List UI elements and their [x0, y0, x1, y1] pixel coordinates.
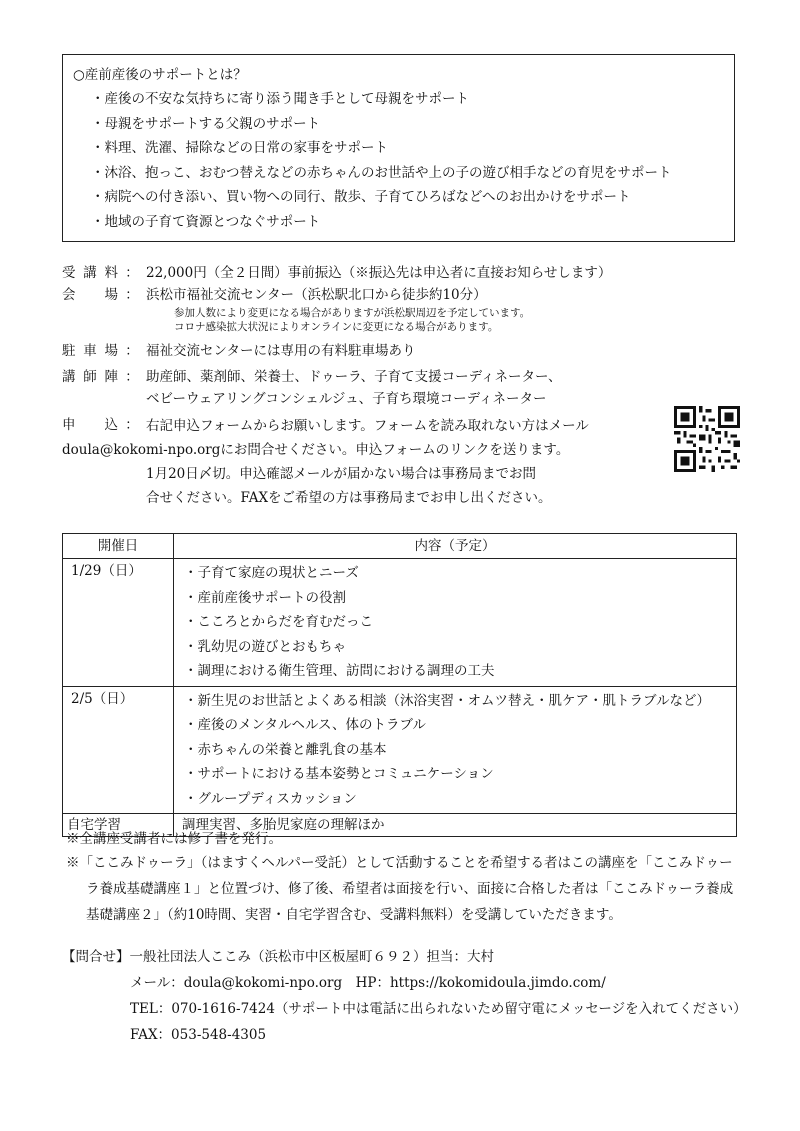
- qr-code-icon[interactable]: [674, 406, 740, 472]
- schedule-table: [62, 533, 737, 837]
- apply-line-1: 右記申込フォームからお願いします。フォームを読み取れない方はメール: [146, 418, 589, 434]
- apply-row-4: [62, 486, 752, 510]
- contact-email[interactable]: メール：doula@kokomi-npo.org HP：https://kokomidoula.jimdo.com/: [130, 975, 606, 991]
- schedule-item: ・グループディスカッション: [184, 790, 357, 807]
- schedule-content: [174, 559, 737, 687]
- support-item: ・地域の子育て資源とつなぐサポート: [91, 213, 321, 230]
- notes: [66, 828, 746, 928]
- apply-block: [62, 414, 752, 510]
- apply-line-3: 1月20日〆切。申込確認メールが届かない場合は事務局までお問: [146, 466, 536, 482]
- contact-tel: TEL：070-1616-7424（サポート中は電話に出られないため留守電にメッセージを入れてください）: [130, 1001, 747, 1017]
- parking-label: 駐車場: [62, 343, 118, 359]
- schedule-header-content: 内容（予定）: [174, 534, 737, 559]
- parking-colon: ：: [125, 343, 139, 359]
- schedule-header-date: 開催日: [63, 534, 174, 559]
- parking-value: 福祉交流センターには専用の有料駐車場あり: [146, 343, 416, 359]
- schedule-item: ・産後のメンタルヘルス、体のトラブル: [184, 717, 426, 733]
- contact-head: 【問合せ】一般社団法人ここみ（浜松市中区板屋町６９２）担当：大村: [62, 949, 494, 965]
- support-item: ・料理、洗濯、掃除などの日常の家事をサポート: [91, 140, 388, 156]
- schedule-date: 2/5（日）: [63, 686, 174, 814]
- schedule-item: ・新生児のお世話とよくある相談（沐浴実習・オムツ替え・肌ケア・肌トラブルなど）: [184, 692, 710, 709]
- fee-label: 受講料: [62, 265, 118, 281]
- support-item: ・病院への付き添い、買い物への同行、散歩、子育てひろばなどへのお出かけをサポート: [91, 189, 631, 205]
- schedule-item: ・産前産後サポートの役割: [184, 589, 346, 606]
- info-section: [62, 262, 752, 510]
- schedule-item: ・乳幼児の遊びとおもちゃ: [184, 638, 346, 655]
- parking-row: [62, 340, 752, 362]
- schedule-header-row: [63, 534, 737, 559]
- apply-row-3: [62, 462, 752, 486]
- venue-colon: ：: [125, 287, 139, 303]
- fee-row: [62, 262, 752, 284]
- contact-section: [62, 944, 752, 1048]
- instructors-row-2: [62, 388, 752, 410]
- venue-row: [62, 284, 752, 306]
- support-box: [62, 54, 735, 242]
- support-item: ・産後の不安な気持ちに寄り添う聞き手として母親をサポート: [91, 91, 469, 107]
- apply-colon: ：: [125, 417, 139, 433]
- instructors-line-2: ベビーウェアリングコンシェルジュ、子育ち環境コーディネーター: [146, 391, 547, 407]
- contact-fax: FAX：053-548-4305: [130, 1027, 267, 1043]
- schedule-item: ・子育て家庭の現状とニーズ: [184, 565, 359, 581]
- schedule-item: ・調理における衛生管理、訪問における調理の工夫: [184, 663, 495, 679]
- instructors-row: [62, 366, 752, 388]
- venue-value: 浜松市福祉交流センター（浜松駅北口から徒歩約10分）: [146, 287, 487, 303]
- note-certificate: ※全講座受講者には修了書を発行。: [66, 831, 282, 847]
- venue-note-2: コロナ感染拡大状況によりオンラインに変更になる場合があります。: [174, 321, 499, 333]
- instructors-line-1: 助産師、薬剤師、栄養士、ドゥーラ、子育て支援コーディネーター、: [146, 369, 562, 385]
- apply-line-2: doula@kokomi-npo.orgにお問合せください。申込フォームのリンクを送ります。: [62, 442, 570, 458]
- support-item: ・沐浴、抱っこ、おむつ替えなどの赤ちゃんのお世話や上の子の遊び相手などの育児をサポート: [91, 164, 672, 181]
- schedule-row: [63, 559, 737, 687]
- venue-label: 会 場: [62, 287, 118, 303]
- apply-row: [62, 414, 752, 438]
- schedule-item: ・赤ちゃんの栄養と離乳食の基本: [184, 741, 387, 758]
- home-study-content: 調理実習、多胎児家庭の理解ほか: [174, 814, 737, 837]
- support-title: ○産前産後のサポートとは？: [73, 67, 247, 83]
- schedule-item: ・こころとからだを育むだっこ: [184, 614, 373, 630]
- fee-value: 22,000円（全２日間）事前振込（※振込先は申込者に直接お知らせします）: [146, 265, 612, 281]
- apply-row-2: [62, 438, 752, 462]
- instructors-label: 講師陣: [62, 369, 118, 385]
- instructors-colon: ：: [125, 369, 139, 385]
- schedule-content: [174, 686, 737, 814]
- note-doula: ※「ここみドゥーラ」（はますくヘルパー受託）として活動することを希望する者はこの講座を「ここみドゥーラ養成基礎講座１」と位置づけ、修了後、希望者は面接を行い、面接に合格した者は「ここみドゥーラ養成基礎講座２」（約10時間、実習・自宅学習含む、受講料無料）を受講していただきます。: [66, 855, 734, 923]
- schedule-row: [63, 686, 737, 814]
- apply-label: 申 込: [62, 417, 118, 433]
- venue-note-1: 参加人数により変更になる場合がありますが浜松駅周辺を予定しています。: [174, 307, 531, 319]
- support-item: ・母親をサポートする父親のサポート: [91, 115, 321, 132]
- fee-colon: ：: [125, 265, 139, 281]
- home-study-label: 自宅学習: [63, 814, 174, 837]
- schedule-item: ・サポートにおける基本姿勢とコミュニケーション: [184, 766, 494, 782]
- schedule-date: 1/29（日）: [63, 559, 174, 687]
- apply-line-4: 合せください。FAXをご希望の方は事務局までお申し出ください。: [146, 490, 552, 506]
- support-list: [73, 87, 734, 234]
